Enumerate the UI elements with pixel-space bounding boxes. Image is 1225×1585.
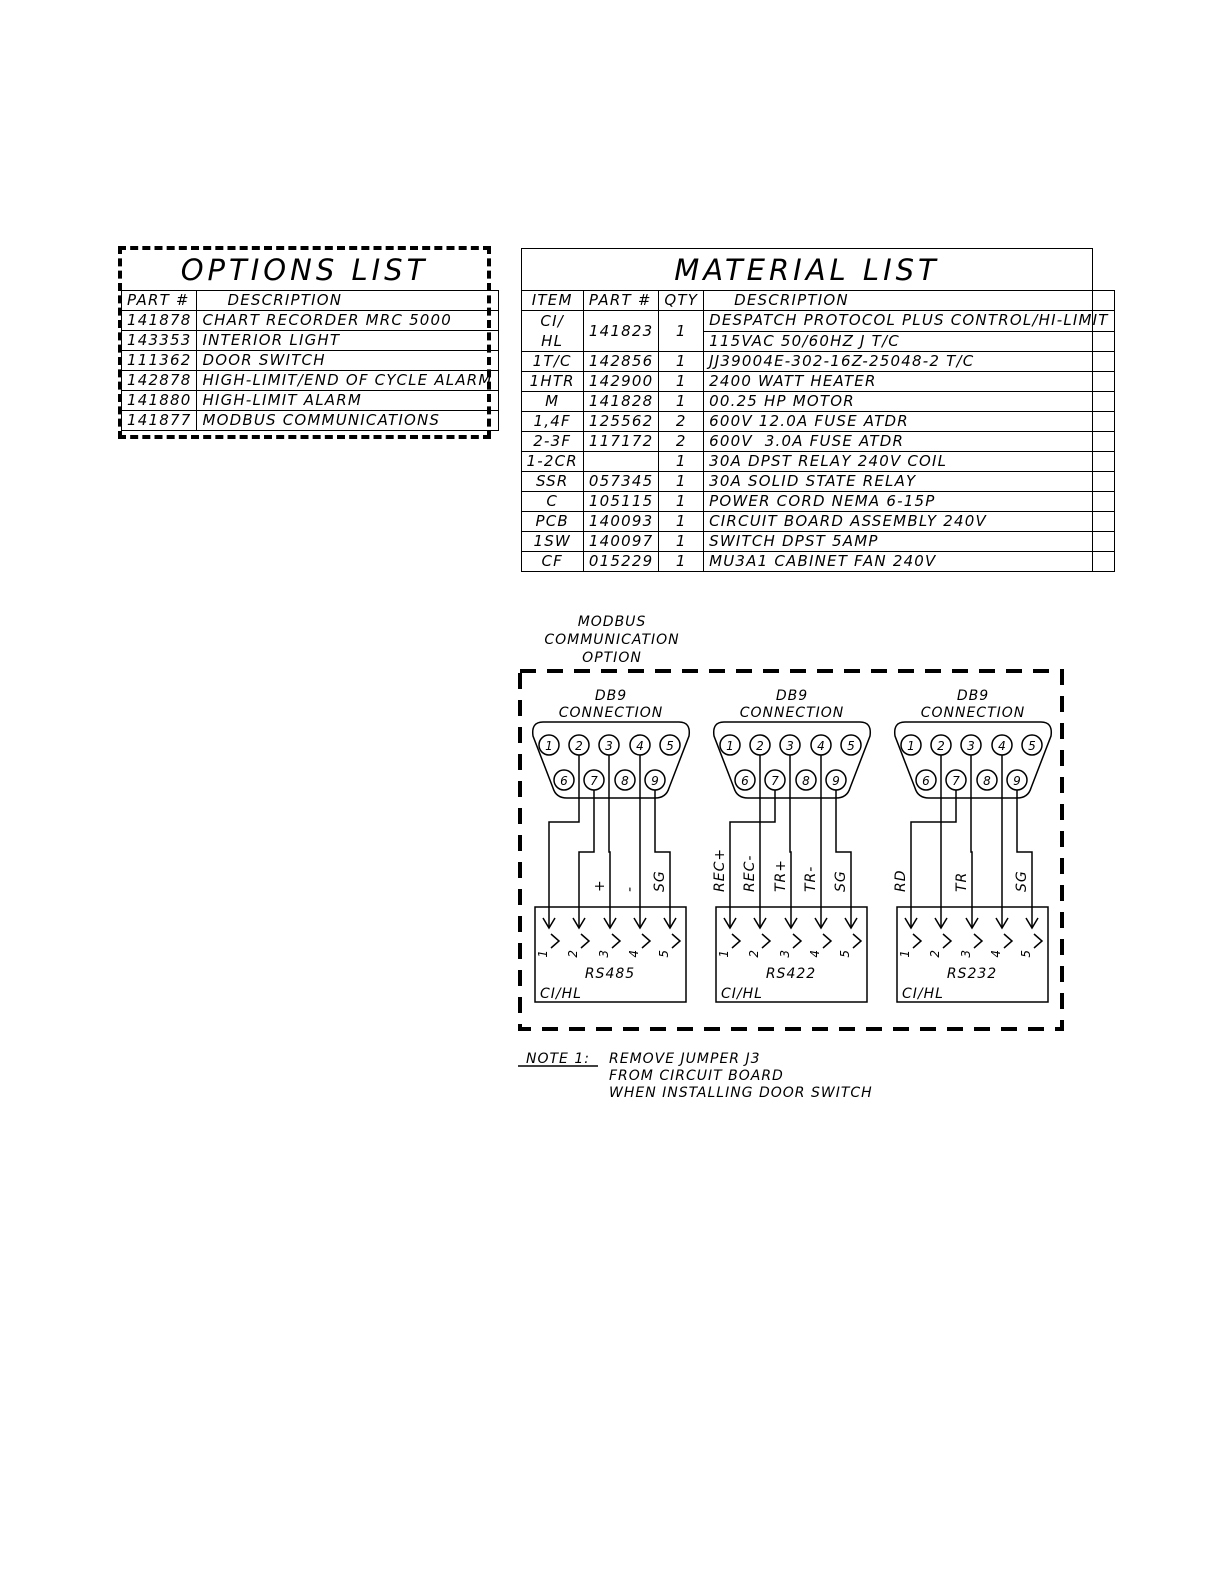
db9-pin-number: 1 bbox=[726, 739, 734, 753]
terminal-number: 3 bbox=[778, 950, 792, 958]
db9-label: DB9 bbox=[956, 688, 990, 704]
db9-pin-number: 5 bbox=[847, 739, 855, 753]
terminal-chevron bbox=[913, 934, 921, 948]
material-description: MU3A1 CABINET FAN 240V bbox=[704, 552, 1115, 572]
db9-connection-label: CONNECTION bbox=[920, 705, 1026, 721]
terminal-number: 1 bbox=[536, 950, 550, 958]
material-item: C bbox=[521, 492, 583, 512]
material-part: 140097 bbox=[583, 532, 658, 552]
option-part: 142878 bbox=[122, 371, 197, 391]
modbus-title bbox=[544, 614, 679, 666]
db9-pin-number: 2 bbox=[756, 739, 764, 753]
material-item: M bbox=[521, 392, 583, 412]
material-description: POWER CORD NEMA 6-15P bbox=[704, 492, 1115, 512]
material-qty: 1 bbox=[659, 452, 704, 472]
terminal-number: 5 bbox=[1019, 950, 1033, 958]
db9-pin-number: 1 bbox=[545, 739, 553, 753]
signal-label: TR bbox=[954, 871, 970, 892]
terminal-number: 5 bbox=[657, 950, 671, 958]
material-list-title: MATERIAL LIST bbox=[674, 253, 940, 287]
modbus-title-line3: OPTION bbox=[582, 650, 642, 666]
db9-pin-number: 5 bbox=[1028, 739, 1036, 753]
terminal-chevron bbox=[732, 934, 740, 948]
material-description: CIRCUIT BOARD ASSEMBLY 240V bbox=[704, 512, 1115, 532]
terminal-chevron bbox=[581, 934, 589, 948]
signal-label: RD bbox=[893, 869, 909, 892]
material-item: SSR bbox=[521, 472, 583, 492]
terminal-chevron bbox=[1034, 934, 1042, 948]
option-part: 141877 bbox=[122, 411, 197, 431]
option-part: 141880 bbox=[122, 391, 197, 411]
option-part: 143353 bbox=[122, 331, 197, 351]
material-qty: 1 bbox=[659, 532, 704, 552]
terminal-number: 2 bbox=[747, 950, 761, 958]
terminal-chevron bbox=[853, 934, 861, 948]
material-qty: 1 bbox=[659, 512, 704, 532]
material-part: 015229 bbox=[583, 552, 658, 572]
db9-pin-number: 6 bbox=[560, 774, 568, 788]
material-part: 057345 bbox=[583, 472, 658, 492]
signal-label: REC+ bbox=[712, 847, 728, 892]
terminal-number: 4 bbox=[808, 950, 822, 958]
db9-pin-number: 6 bbox=[922, 774, 930, 788]
terminal-chevron bbox=[974, 934, 982, 948]
option-description: INTERIOR LIGHT bbox=[197, 331, 498, 351]
db9-pin-number: 8 bbox=[983, 774, 991, 788]
terminal-number: 1 bbox=[717, 950, 731, 958]
modbus-title-line1: MODBUS bbox=[577, 614, 647, 630]
material-item: PCB bbox=[521, 512, 583, 532]
terminal-block-label: RS232 bbox=[946, 966, 998, 982]
material-description: 600V 12.0A FUSE ATDR bbox=[704, 412, 1115, 432]
db9-connection-label: CONNECTION bbox=[558, 705, 664, 721]
signal-label: TR- bbox=[803, 865, 819, 892]
material-item: 1,4F bbox=[521, 412, 583, 432]
terminal-chevron bbox=[612, 934, 620, 948]
material-qty: 1 bbox=[659, 392, 704, 412]
db9-connection-label: CONNECTION bbox=[739, 705, 845, 721]
terminal-chevron bbox=[823, 934, 831, 948]
material-header-qty: QTY bbox=[659, 291, 704, 311]
material-description: 2400 WATT HEATER bbox=[704, 372, 1115, 392]
rs485-connector-group bbox=[533, 688, 690, 1002]
db9-pin-number: 9 bbox=[1013, 774, 1021, 788]
material-description: 00.25 HP MOTOR bbox=[704, 392, 1115, 412]
material-description: SWITCH DPST 5AMP bbox=[704, 532, 1115, 552]
material-item: 1T/C bbox=[521, 352, 583, 372]
option-description: CHART RECORDER MRC 5000 bbox=[197, 311, 498, 331]
material-qty: 1 bbox=[659, 352, 704, 372]
options-header-part: PART # bbox=[122, 291, 197, 311]
terminal-chevron bbox=[1004, 934, 1012, 948]
db9-pin-number: 8 bbox=[621, 774, 629, 788]
material-part: 105115 bbox=[583, 492, 658, 512]
db9-pin-number: 2 bbox=[937, 739, 945, 753]
material-qty: 2 bbox=[659, 412, 704, 432]
material-qty: 1 bbox=[659, 372, 704, 392]
rs422-connector-group bbox=[712, 688, 870, 1002]
signal-label: REC- bbox=[742, 854, 758, 892]
wire bbox=[790, 755, 791, 928]
terminal-chevron bbox=[642, 934, 650, 948]
material-part: 125562 bbox=[583, 412, 658, 432]
db9-label: DB9 bbox=[775, 688, 809, 704]
note bbox=[518, 1051, 873, 1101]
option-description: HIGH-LIMIT ALARM bbox=[197, 391, 498, 411]
db9-pin-number: 7 bbox=[952, 774, 960, 788]
rs232-connector-group bbox=[893, 688, 1051, 1002]
terminal-chevron bbox=[672, 934, 680, 948]
terminal-chevron bbox=[762, 934, 770, 948]
db9-pin-number: 8 bbox=[802, 774, 810, 788]
option-description: HIGH-LIMIT/END OF CYCLE ALARM bbox=[197, 371, 498, 391]
db9-pin-number: 5 bbox=[666, 739, 674, 753]
terminal-chevron bbox=[793, 934, 801, 948]
db9-pin-number: 2 bbox=[575, 739, 583, 753]
option-part: 141878 bbox=[122, 311, 197, 331]
material-item: 1SW bbox=[521, 532, 583, 552]
db9-pin-number: 3 bbox=[786, 739, 794, 753]
material-item: CF bbox=[521, 552, 583, 572]
note-line3: WHEN INSTALLING DOOR SWITCH bbox=[609, 1085, 873, 1101]
material-description: JJ39004E-302-16Z-25048-2 T/C bbox=[704, 352, 1115, 372]
db9-label: DB9 bbox=[594, 688, 628, 704]
db9-pin-number: 4 bbox=[998, 739, 1006, 753]
terminal-number: 3 bbox=[597, 950, 611, 958]
material-description: DESPATCH PROTOCOL PLUS CONTROL/HI-LIMIT bbox=[704, 311, 1115, 332]
terminal-number: 1 bbox=[898, 950, 912, 958]
terminal-block-owner: CI/HL bbox=[540, 986, 582, 1002]
db9-pin-number: 6 bbox=[741, 774, 749, 788]
signal-label: TR+ bbox=[773, 858, 789, 892]
signal-label: + bbox=[592, 879, 608, 892]
option-description: MODBUS COMMUNICATIONS bbox=[197, 411, 498, 431]
db9-pin-number: 4 bbox=[817, 739, 825, 753]
signal-label: SG bbox=[652, 870, 668, 892]
note-line1: REMOVE JUMPER J3 bbox=[609, 1051, 761, 1067]
db9-pin-number: 7 bbox=[771, 774, 779, 788]
terminal-number: 3 bbox=[959, 950, 973, 958]
options-header-description: DESCRIPTION bbox=[197, 291, 498, 311]
modbus-title-line2: COMMUNICATION bbox=[544, 632, 680, 648]
signal-label: - bbox=[622, 885, 638, 892]
db9-pin-number: 9 bbox=[651, 774, 659, 788]
material-item-line1: CI/ bbox=[540, 312, 564, 330]
db9-pin-number: 1 bbox=[907, 739, 915, 753]
material-description: 30A SOLID STATE RELAY bbox=[704, 472, 1115, 492]
material-qty: 1 bbox=[659, 492, 704, 512]
terminal-number: 2 bbox=[928, 950, 942, 958]
terminal-chevron bbox=[943, 934, 951, 948]
terminal-number: 2 bbox=[566, 950, 580, 958]
db9-pin-number: 7 bbox=[590, 774, 598, 788]
material-item: 1HTR bbox=[521, 372, 583, 392]
material-part: 142856 bbox=[583, 352, 658, 372]
terminal-block-owner: CI/HL bbox=[721, 986, 763, 1002]
material-qty: 1 bbox=[659, 311, 704, 352]
terminal-block-label: RS485 bbox=[584, 966, 636, 982]
options-list-title: OPTIONS LIST bbox=[180, 253, 429, 287]
material-item: 2-3F bbox=[521, 432, 583, 452]
material-part: 117172 bbox=[583, 432, 658, 452]
material-item-line2: HL bbox=[541, 332, 564, 350]
material-part: 140093 bbox=[583, 512, 658, 532]
terminal-block-label: RS422 bbox=[765, 966, 817, 982]
terminal-number: 4 bbox=[627, 950, 641, 958]
terminal-number: 4 bbox=[989, 950, 1003, 958]
material-part: 142900 bbox=[583, 372, 658, 392]
wire bbox=[609, 755, 610, 928]
material-description: 115VAC 50/60HZ J T/C bbox=[704, 331, 1115, 352]
signal-label: SG bbox=[833, 870, 849, 892]
db9-pin-number: 3 bbox=[967, 739, 975, 753]
db9-pin-number: 9 bbox=[832, 774, 840, 788]
option-part: 111362 bbox=[122, 351, 197, 371]
option-description: DOOR SWITCH bbox=[197, 351, 498, 371]
terminal-number: 5 bbox=[838, 950, 852, 958]
signal-label: SG bbox=[1014, 870, 1030, 892]
material-part: 141823 bbox=[583, 311, 658, 352]
material-header-part: PART # bbox=[583, 291, 658, 311]
material-item: 1-2CR bbox=[521, 452, 583, 472]
material-description: 30A DPST RELAY 240V COIL bbox=[704, 452, 1115, 472]
db9-pin-number: 4 bbox=[636, 739, 644, 753]
material-header-item: ITEM bbox=[521, 291, 583, 311]
material-qty: 1 bbox=[659, 552, 704, 572]
terminal-block-owner: CI/HL bbox=[902, 986, 944, 1002]
material-description: 600V 3.0A FUSE ATDR bbox=[704, 432, 1115, 452]
db9-pin-number: 3 bbox=[605, 739, 613, 753]
wire bbox=[971, 755, 972, 928]
note-label: NOTE 1: bbox=[526, 1051, 590, 1067]
material-header-description: DESCRIPTION bbox=[704, 291, 1115, 311]
terminal-chevron bbox=[551, 934, 559, 948]
material-qty: 2 bbox=[659, 432, 704, 452]
material-part: 141828 bbox=[583, 392, 658, 412]
note-line2: FROM CIRCUIT BOARD bbox=[609, 1068, 784, 1084]
material-qty: 1 bbox=[659, 472, 704, 492]
